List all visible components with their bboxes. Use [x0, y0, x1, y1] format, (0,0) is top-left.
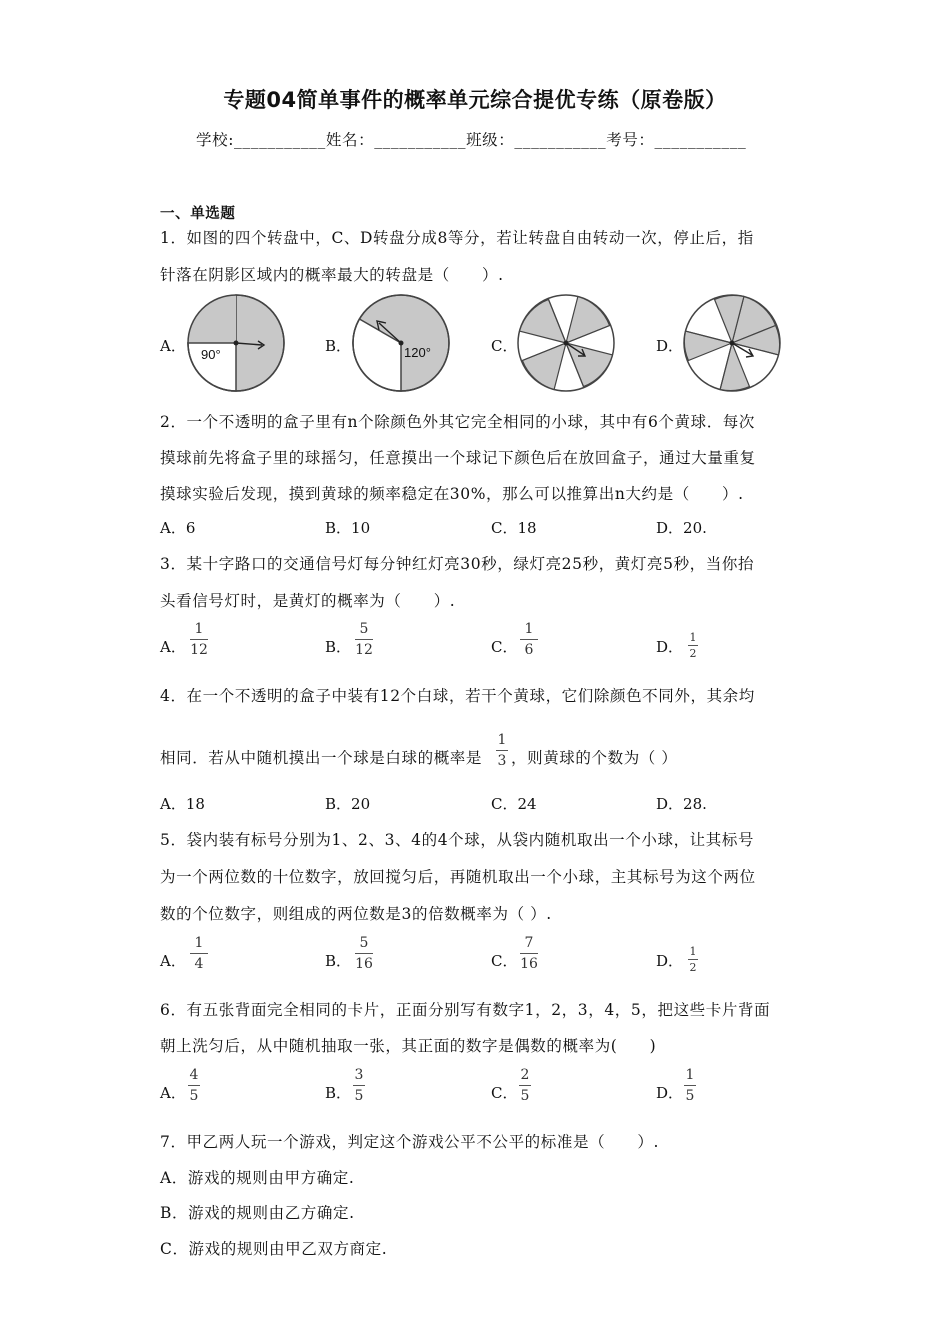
exam-blank: ___________	[654, 131, 747, 149]
q1-option-c-label: C．	[491, 337, 518, 355]
q1-line-2: 针落在阴影区域内的概率最大的转盘是（ ）.	[160, 266, 504, 284]
q4-inline-fraction: 1 3	[497, 732, 507, 769]
q1-option-b-label: B．	[325, 337, 352, 355]
info-line	[196, 128, 746, 150]
q5-line-3: 数的个位数字，则组成的两位数是3的倍数概率为（ ）.	[160, 905, 552, 923]
q4-option-a: A．18	[160, 795, 205, 813]
q4-line-2b: ，则黄球的个数为（ ）	[511, 749, 678, 767]
q2-option-b: B．10	[325, 519, 371, 537]
q6-option-c-fraction: 2 5	[520, 1067, 530, 1104]
section-heading: 一、单选题	[160, 206, 236, 222]
q4-option-d: D．28.	[656, 795, 707, 813]
school-label: 学校:	[196, 131, 235, 149]
q3-option-b-label: B．	[325, 638, 352, 656]
q2-line-2: 摸球前先将盒子里的球摇匀，任意摸出一个球记下颜色后在放回盒子，通过大量重复	[160, 449, 756, 467]
q5-option-b-label: B．	[325, 952, 352, 970]
spinner-b	[351, 293, 451, 393]
q5-option-d-label: D．	[656, 952, 684, 970]
name-blank: ___________	[374, 131, 467, 149]
q4-line-2a: 相同．若从中随机摸出一个球是白球的概率是	[160, 749, 483, 767]
q4-option-b: B．20	[325, 795, 371, 813]
spinner-a	[186, 293, 286, 393]
q6-option-d-fraction: 1 5	[685, 1067, 695, 1104]
spinner-d	[682, 293, 782, 393]
q3-option-a-fraction: 1 12	[190, 621, 208, 658]
q6-option-c-label: C．	[491, 1084, 518, 1102]
q3-option-b-fraction: 5 12	[355, 621, 373, 658]
q5-option-b-fraction: 5 16	[355, 935, 373, 972]
q6-option-a-label: A．	[160, 1084, 186, 1102]
q5-option-c-label: C．	[491, 952, 518, 970]
class-blank: ___________	[514, 131, 607, 149]
q6-line-2: 朝上洗匀后，从中随机抽取一张，其正面的数字是偶数的概率为( )	[160, 1037, 657, 1055]
q7-option-c: C．游戏的规则由甲乙双方商定.	[160, 1240, 388, 1258]
q5-line-1: 5．袋内装有标号分别为1、2、3、4的4个球，从袋内随机取出一个小球，让其标号	[160, 831, 755, 849]
q3-line-2: 头看信号灯时，是黄灯的概率为（ ）.	[160, 592, 456, 610]
q2-option-a: A．6	[160, 519, 196, 537]
exam-label: 考号：	[606, 131, 655, 149]
q6-option-d-label: D．	[656, 1084, 684, 1102]
q6-option-b-label: B．	[325, 1084, 352, 1102]
class-label: 班级：	[466, 131, 515, 149]
q2-line-3: 摸球实验后发现，摸到黄球的频率稳定在30%，那么可以推算出n大约是（ ）.	[160, 485, 744, 503]
name-label: 姓名：	[325, 131, 375, 149]
spinner-b-angle: 120°	[404, 345, 431, 360]
q7-option-a: A．游戏的规则由甲方确定.	[160, 1169, 355, 1187]
q1-line-1: 1．如图的四个转盘中，C、D转盘分成8等分，若让转盘自由转动一次，停止后，指	[160, 229, 754, 247]
page-title: 专题04简单事件的概率单元综合提优专练（原卷版）	[223, 88, 727, 112]
q5-line-2: 为一个两位数的十位数字，放回搅匀后，再随机取出一个小球，主其标号为这个两位	[160, 868, 756, 886]
q1-option-d-label: D．	[656, 337, 684, 355]
q3-option-a-label: A．	[160, 638, 186, 656]
q6-option-b-fraction: 3 5	[354, 1067, 364, 1104]
q2-option-c: C．18	[491, 519, 537, 537]
spinner-c	[516, 293, 616, 393]
q6-option-a-fraction: 4 5	[189, 1067, 199, 1104]
q5-option-a-fraction: 1 4	[190, 936, 208, 971]
q6-line-1: 6．有五张背面完全相同的卡片，正面分别写有数字1，2，3，4，5，把这些卡片背面	[160, 1001, 771, 1019]
q3-option-d-label: D．	[656, 638, 684, 656]
q1-option-a-label: A．	[160, 337, 186, 355]
school-blank: ___________	[234, 131, 326, 149]
q3-line-1: 3．某十字路口的交通信号灯每分钟红灯亮30秒，绿灯亮25秒，黄灯亮5秒，当你抬	[160, 555, 755, 573]
spinner-a-angle: 90°	[201, 347, 221, 362]
q7-option-b: B．游戏的规则由乙方确定.	[160, 1204, 355, 1222]
q7-line-1: 7．甲乙两人玩一个游戏，判定这个游戏公平不公平的标准是（ ）.	[160, 1133, 659, 1151]
q5-option-a-label: A．	[160, 952, 186, 970]
q5-option-d-fraction: 1 2	[689, 945, 697, 974]
q3-option-c-fraction: 1 6	[520, 622, 538, 657]
q4-option-c: C．24	[491, 795, 537, 813]
q2-option-d: D．20.	[656, 519, 707, 537]
q4-line-1: 4．在一个不透明的盒子中装有12个白球，若干个黄球，它们除颜色不同外，其余均	[160, 687, 755, 705]
q3-option-c-label: C．	[491, 638, 518, 656]
q5-option-c-fraction: 7 16	[520, 935, 538, 972]
q2-line-1: 2．一个不透明的盒子里有n个除颜色外其它完全相同的小球，其中有6个黄球．每次	[160, 413, 756, 431]
q3-option-d-fraction: 1 2	[689, 631, 697, 660]
